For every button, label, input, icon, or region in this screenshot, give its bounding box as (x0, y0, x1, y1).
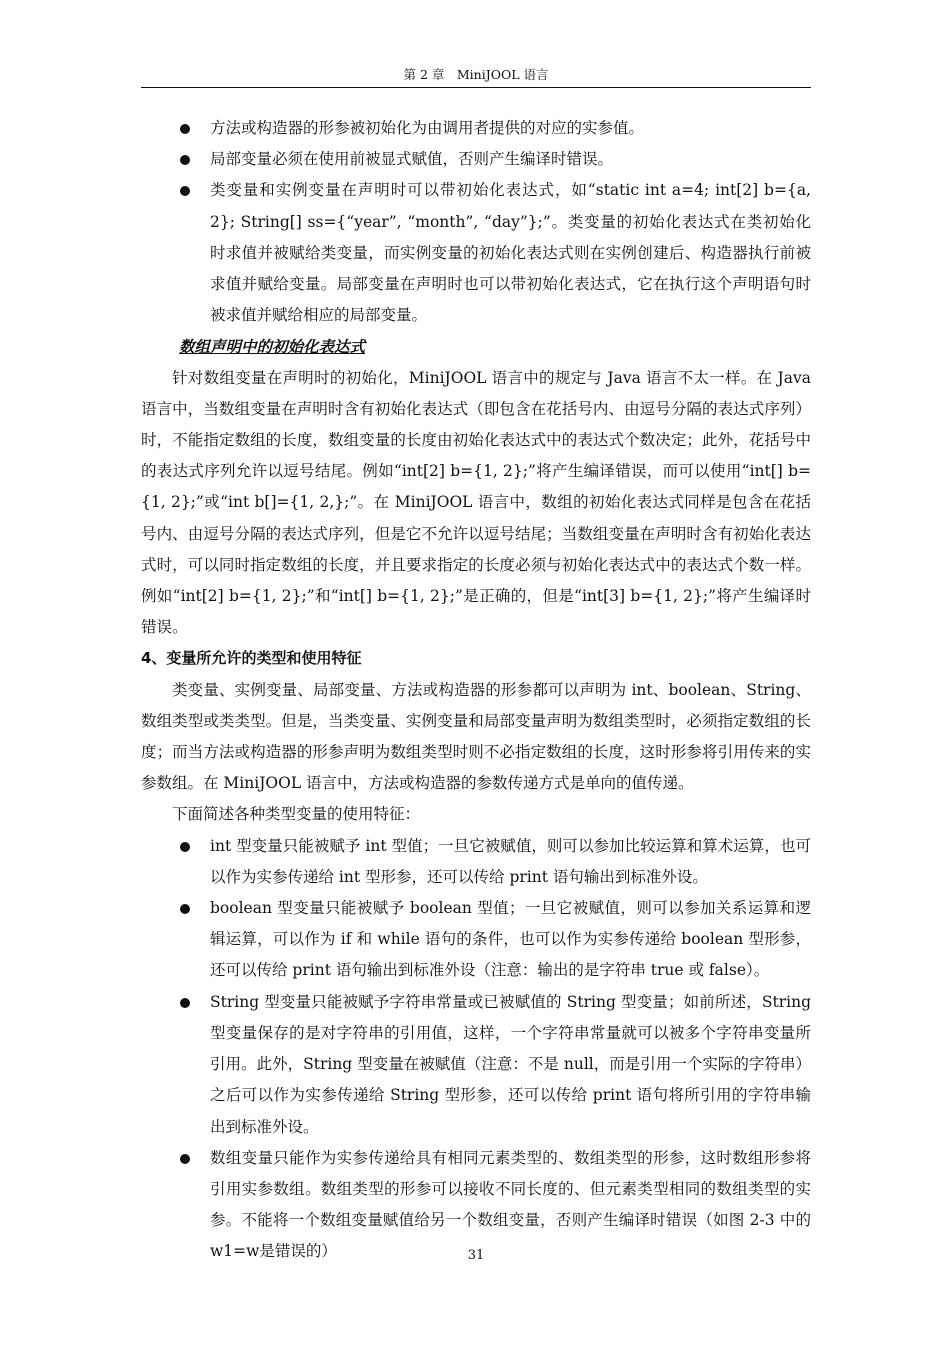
bullet-icon (180, 124, 190, 134)
list-item (141, 831, 811, 893)
header-rule (141, 87, 811, 88)
intro-line: 下面简述各种类型变量的使用特征： (172, 805, 421, 824)
list-item (141, 987, 811, 1143)
list-item (141, 893, 811, 987)
list-item-text: String 型变量只能被赋予字符串常量或已被赋值的 String 型变量；如前所述，String 型变量保存的是对字符串的引用值，这样，一个字符串常量就可以被多个字符串变量所引用。此外，String 型变量在被赋值（注意：不是 null，而是引用一个实际的字符串）之后可以作为实参传递给 String 型形参，还可以传给 print 语句将所引用的字符串输出到标准外设。 (210, 992, 811, 1136)
bullet-icon (180, 998, 190, 1008)
type-features-list (141, 831, 811, 1268)
list-item (141, 144, 811, 175)
list-item-text: 数组变量只能作为实参传递给具有相同元素类型的、数组类型的形参，这时数组形参将引用实参数组。数组类型的形参可以接收不同长度的、但元素类型相同的数组类型的实参。不能将一个数组变量赋值给另一个数组变量，否则产生编译时错误（如图 2-3 中的w1=w是错误的） (210, 1148, 811, 1261)
bullet-icon (180, 904, 190, 914)
array-init-subheading: 数组声明中的初始化表达式 (179, 337, 366, 357)
init-rules-list (141, 113, 811, 331)
bullet-icon (180, 155, 190, 165)
bullet-icon (180, 842, 190, 852)
page-body (141, 113, 811, 1268)
list-item-text: 局部变量必须在使用前被显式赋值，否则产生编译时错误。 (210, 150, 614, 169)
list-item-text: boolean 型变量只能被赋予 boolean 型值；一旦它被赋值，则可以参加关系运算和逻辑运算，可以作为 if 和 while 语句的条件，也可以作为实参传递给 boolean 型形参，还可以传给 print 语句输出到标准外设（注意：输出的是字符串 true 或 false）。 (210, 899, 811, 980)
running-header: 第 2 章 MiniJOOL 语言 (403, 67, 549, 82)
list-item (141, 175, 811, 331)
list-item (141, 113, 811, 144)
section-heading: 4、变量所允许的类型和使用特征 (141, 649, 362, 668)
list-item-text: int 型变量只能被赋予 int 型值；一旦它被赋值，则可以参加比较运算和算术运算，也可以作为实参传递给 int 型形参，还可以传给 print 语句输出到标准外设。 (210, 836, 811, 886)
array-init-paragraph: 针对数组变量在声明时的初始化，MiniJOOL 语言中的规定与 Java 语言不太一样。在 Java 语言中，当数组变量在声明时含有初始化表达式（即包含在花括号内、由逗号分隔的表达式序列）时，不能指定数组的长度，数组变量的长度由初始化表达式中的表达式个数决定；此外，花括号中的表达式序列允许以逗号结尾。例如“int[2] b={1, 2};”将产生编译错误，而可以使用“int[] b={1, 2};”或“int b[]={1, 2,};”。在 MiniJOOL 语言中，数组的初始化表达式同样是包含在花括号内、由逗号分隔的表达式序列，但是它不允许以逗号结尾；当数组变量在声明时含有初始化表达式时，可以同时指定数组的长度，并且要求指定的长度必须与初始化表达式中的表达式个数一样。例如“int[2] b={1, 2};”和“int[] b={1, 2};”是正确的，但是“int[3] b={1, 2};”将产生编译时错误。 (141, 368, 811, 637)
bullet-icon (180, 1154, 190, 1164)
page-number: 31 (467, 1248, 485, 1263)
types-paragraph: 类变量、实例变量、局部变量、方法或构造器的形参都可以声明为 int、boolean、String、数组类型或类类型。但是，当类变量、实例变量和局部变量声明为数组类型时，必须指定数组的长度；而当方法或构造器的形参声明为数组类型时则不必指定数组的长度，这时形参将引用传来的实参数组。在 MiniJOOL 语言中，方法或构造器的参数传递方式是单向的值传递。 (141, 680, 811, 793)
bullet-icon (180, 186, 190, 196)
list-item-text: 方法或构造器的形参被初始化为由调用者提供的对应的实参值。 (210, 119, 645, 137)
list-item-text: 类变量和实例变量在声明时可以带初始化表达式，如“static int a=4; int[2] b={a, 2}; String[] ss={“year”, “month”, “day”};”。类变量的初始化表达式在类初始化时求值并被赋给类变量，而实例变量的初始化表达式则在实例创建后、构造器执行前被求值并赋给变量。局部变量在声明时也可以带初始化表达式，它在执行这个声明语句时被求值并赋给相应的局部变量。 (210, 181, 811, 325)
